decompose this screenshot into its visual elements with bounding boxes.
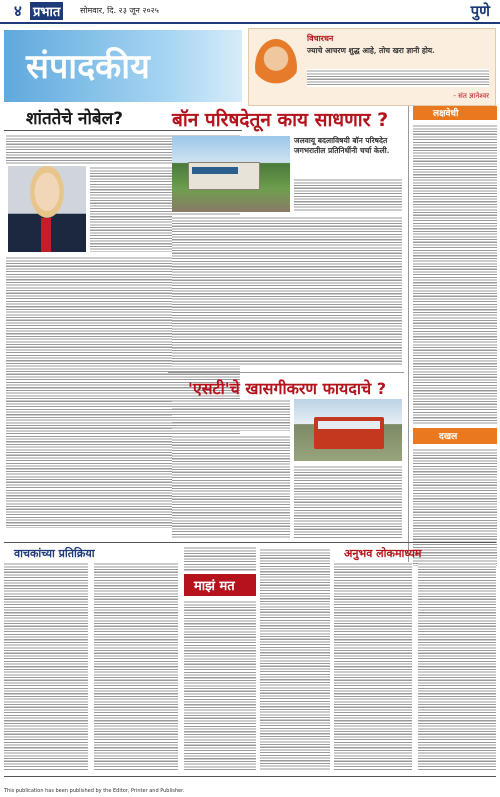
brand-logo: प्रभात: [30, 2, 63, 20]
city-name: पुणे: [470, 2, 490, 20]
st-title: 'एसटी'चे खासगीकरण फायदाचे ?: [188, 379, 386, 398]
quote-label: विचारधन: [307, 34, 334, 43]
quote-avatar: [255, 39, 297, 95]
anubhav-title: अनुभव लोकमाध्यम: [344, 547, 422, 560]
date-line: सोमवार, दि. २३ जून २०२५: [80, 6, 159, 15]
majha-mat-header: माझं मत: [184, 574, 256, 596]
editorial-banner: [4, 30, 242, 102]
letters-section: [4, 546, 180, 772]
footer-imprint: This publication has been published by the Editor, Printer and Publisher.: [4, 776, 496, 795]
letters-title: वाचकांच्या प्रतिक्रिया: [14, 547, 95, 560]
editorial-title: संपादकीय: [26, 47, 150, 87]
dakhal-header: दखल: [413, 428, 497, 444]
bus-photo: [294, 399, 402, 461]
trump-photo: [8, 166, 86, 252]
st-article: [168, 372, 404, 541]
bon-title: बॉन परिषदेतून काय साधणार ?: [172, 109, 389, 131]
quote-author: - संत ज्ञानेश्वर: [453, 92, 489, 100]
majha-mat-box: [184, 546, 256, 772]
bon-photo: [172, 136, 290, 212]
lakshvedhi-header: लक्षवेधी: [413, 106, 497, 120]
masthead: [0, 0, 500, 24]
quote-text: ज्याचे आचरण शुद्ध आहे, तोच खरा ज्ञानी होय.: [307, 46, 435, 55]
quote-box: [248, 28, 496, 106]
anubhav-section: [334, 546, 496, 772]
nobel-title: शांततेचे नोबेल?: [26, 109, 123, 129]
page-number: ४: [14, 2, 22, 20]
bon-article: [168, 106, 404, 368]
bon-intro: जलवायू बदलाविषयी बॉन परिषदेत जगभरातील प्रतिनिधींनी चर्चा केली.: [294, 136, 390, 155]
right-sidebar: [408, 106, 497, 566]
